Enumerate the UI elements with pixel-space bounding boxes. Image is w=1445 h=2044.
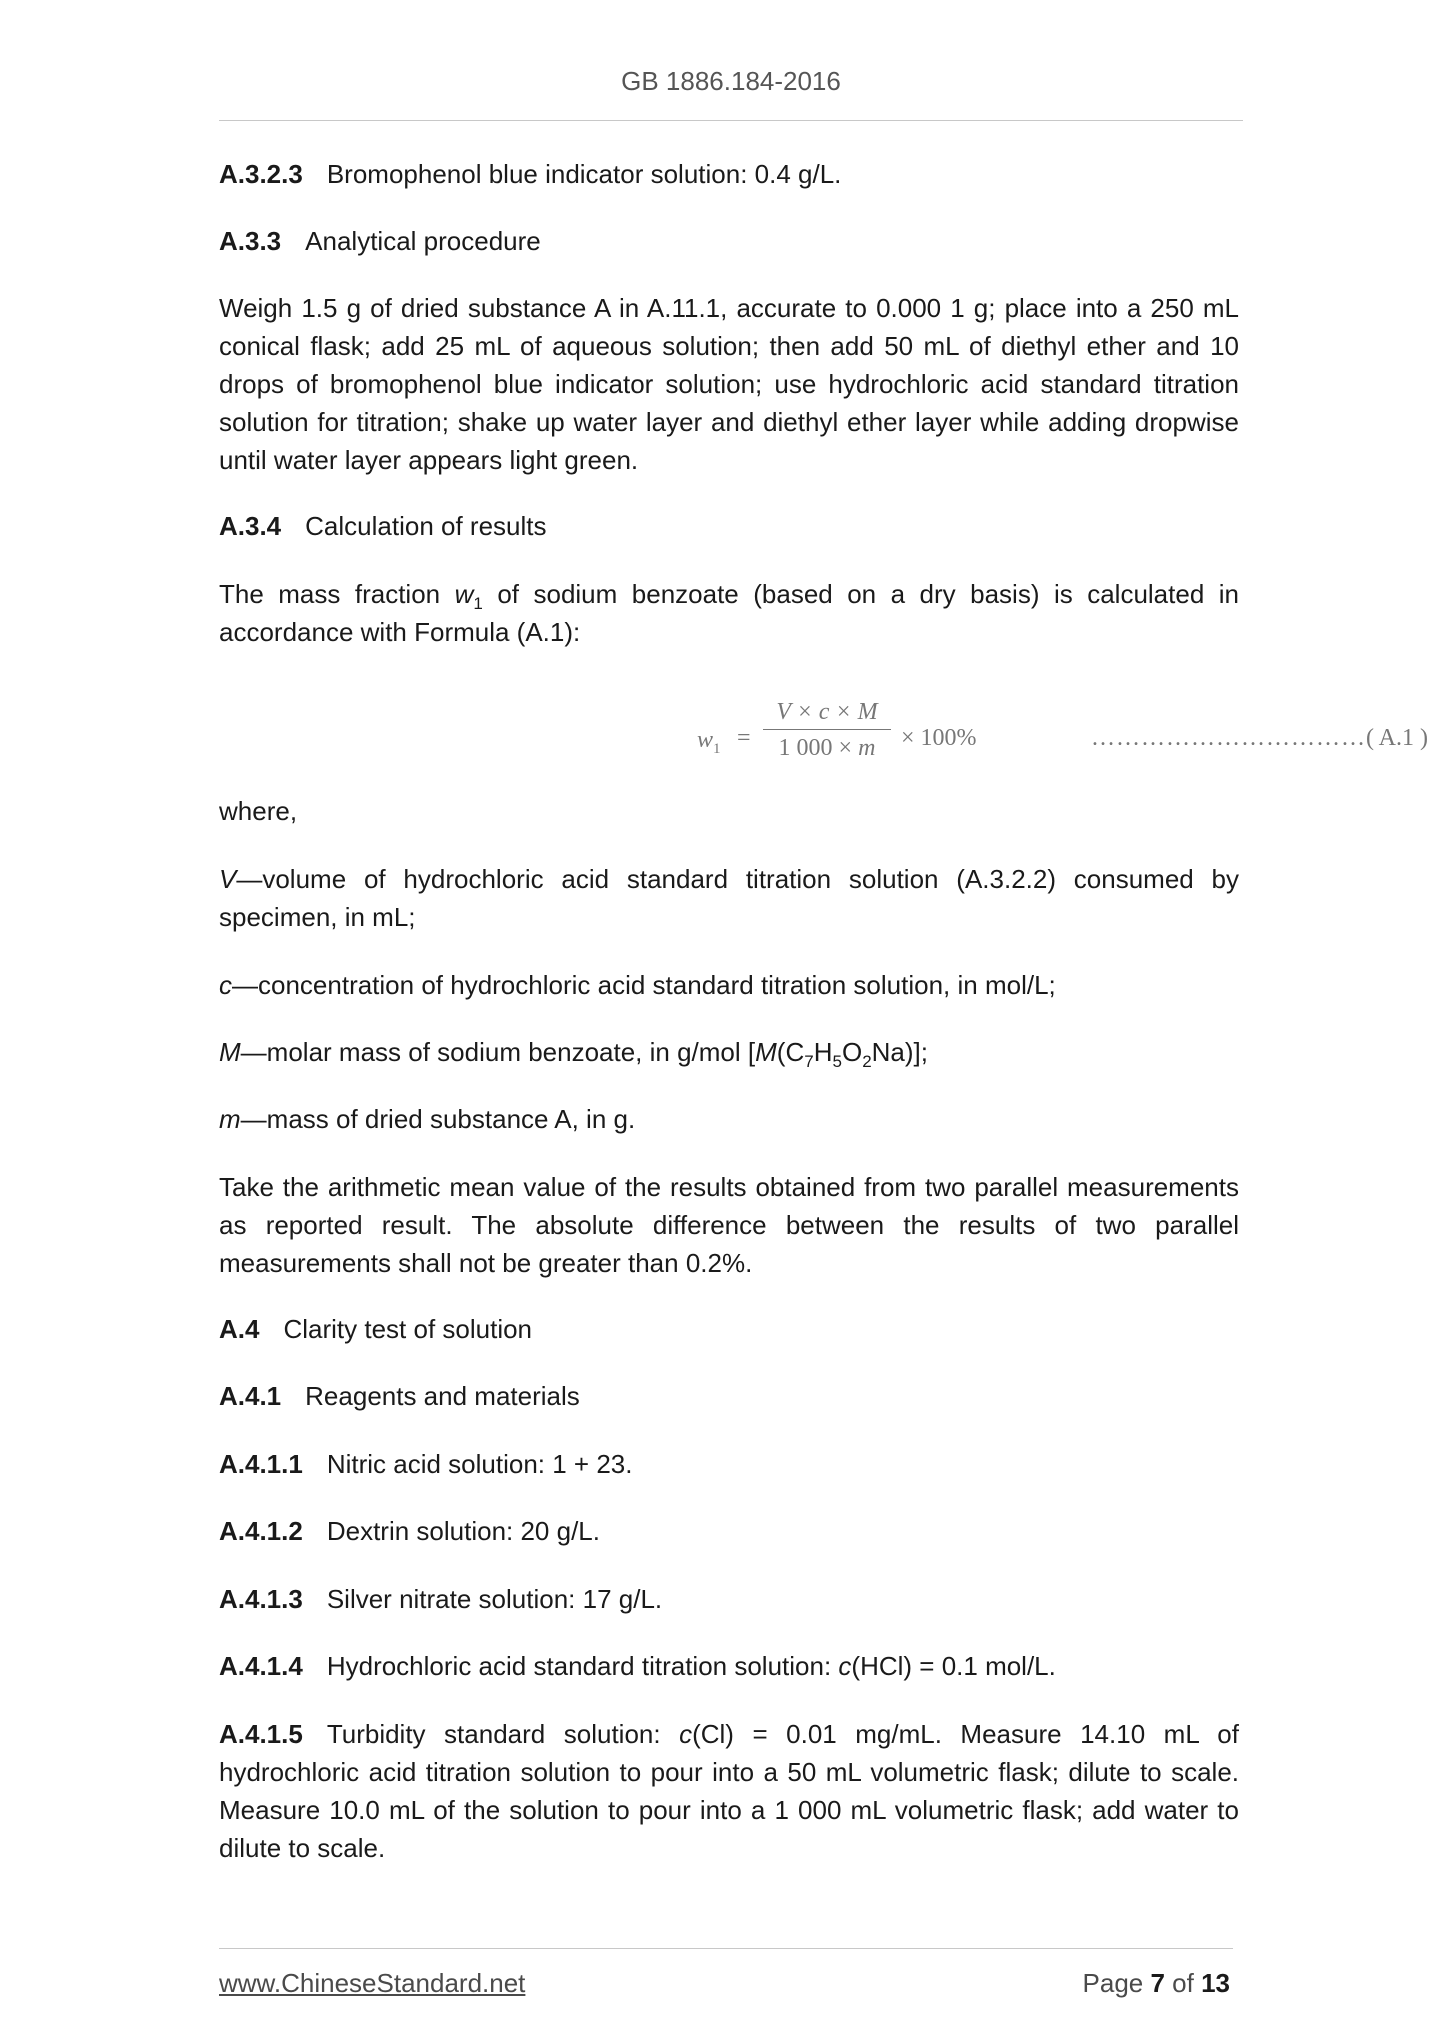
clause-a4-1 — [219, 1377, 1239, 1415]
variable-w: w — [697, 727, 714, 753]
clause-number: A.3.3 — [219, 226, 282, 256]
formula-lhs — [697, 721, 721, 759]
clause-number: A.4 — [219, 1314, 260, 1344]
clause-text: Dextrin solution: 20 g/L. — [326, 1516, 600, 1546]
percent-factor: × 100% — [901, 725, 977, 751]
clause-a4-1-3 — [219, 1580, 1239, 1618]
clause-number: A.4.1.2 — [219, 1516, 303, 1546]
clause-text: Silver nitrate solution: 17 g/L. — [326, 1584, 663, 1614]
clause-a3-4 — [219, 507, 1239, 545]
subscript: 7 — [804, 1052, 814, 1072]
clause-a3-2-3 — [219, 155, 1239, 193]
clause-number: A.4.1.4 — [219, 1651, 303, 1681]
formula-label — [1091, 719, 1428, 757]
fraction — [763, 695, 891, 764]
formula-part: Na)]; — [871, 1037, 928, 1067]
formula-number: ( A.1 ) — [1366, 725, 1428, 751]
variable-M: M — [755, 1037, 777, 1067]
definition-v — [219, 860, 1239, 936]
variable-M: M — [219, 1037, 241, 1067]
variable-w: w — [454, 579, 474, 609]
clause-title: Reagents and materials — [305, 1381, 580, 1411]
variable-c: c — [219, 970, 232, 1000]
subscript: 5 — [832, 1052, 842, 1072]
page-total: 13 — [1201, 1968, 1230, 1998]
clause-title: Analytical procedure — [305, 226, 541, 256]
clause-text: Turbidity standard solution: — [326, 1719, 680, 1749]
footer-divider — [219, 1948, 1233, 1949]
page-number: 7 — [1150, 1968, 1165, 1998]
clause-text: Bromophenol blue indicator solution: 0.4 g/L. — [326, 159, 842, 189]
definition-text: —concentration of hydrochloric acid standard titration solution, in mol/L; — [232, 970, 1056, 1000]
definition-text: —volume of hydrochloric acid standard titration solution (A.3.2.2) consumed by specimen, in mL; — [219, 864, 1239, 932]
clause-a4-1-5 — [219, 1715, 1239, 1867]
page-separator: of — [1164, 1968, 1202, 1998]
procedure-paragraph: Weigh 1.5 g of dried substance A in A.11.1, accurate to 0.000 1 g; place into a 250 mL conical flask; add 25 mL of aqueous solution; then add 50 mL of diethyl ether and 10 drops of bromophenol blue indicator solution; use hydrochloric acid standard titration solution for titration; shake up water layer and diethyl ether layer while adding dropwise until water layer appears light green. — [219, 293, 1239, 475]
clause-number: A.4.1 — [219, 1381, 282, 1411]
clause-number: A.4.1.5 — [219, 1719, 303, 1749]
definition-m — [219, 1100, 1239, 1138]
clause-text: (HCl) = 0.1 mol/L. — [851, 1651, 1056, 1681]
numerator: V × c × M — [776, 699, 878, 725]
clause-number: A.3.4 — [219, 511, 282, 541]
clause-a4-1-2 — [219, 1512, 1239, 1550]
subscript: 2 — [862, 1052, 872, 1072]
formula-part: H — [813, 1037, 833, 1067]
website-link[interactable]: www.ChineseStandard.net — [219, 1968, 526, 1998]
formula-part: O — [841, 1037, 863, 1067]
text-run: of sodium benzoate (based on a dry basis) is calculated in accordance with Formula (A.1): — [219, 579, 1239, 647]
document-header: GB 1886.184-2016 — [621, 66, 841, 96]
subscript: 1 — [713, 740, 721, 757]
clause-a4 — [219, 1310, 1239, 1348]
clause-a4-1-4 — [219, 1647, 1239, 1685]
definition-text: —molar mass of sodium benzoate, in g/mol [ — [240, 1037, 756, 1067]
clause-text: Nitric acid solution: 1 + 23. — [326, 1449, 633, 1479]
formula-a1 — [219, 695, 1428, 775]
variable-c: c — [679, 1719, 693, 1749]
header-divider — [219, 120, 1243, 121]
variable-c: c — [838, 1651, 852, 1681]
mass-fraction-paragraph — [219, 575, 1239, 651]
clause-number: A.4.1.1 — [219, 1449, 303, 1479]
page-indicator — [1083, 1968, 1230, 1999]
clause-number: A.4.1.3 — [219, 1584, 303, 1614]
clause-text: (Cl) = 0.01 mg/mL. Measure 14.10 mL of hydrochloric acid titration solution to pour into a 50 mL volumetric flask; dilute to scale. Measure 10.0 mL of the solution to pour into a 1 000 mL volumetric flask; add water to dilute to scale. — [219, 1719, 1239, 1863]
subscript: 1 — [473, 594, 483, 614]
variable-m: m — [858, 735, 876, 761]
equals-sign: = — [737, 725, 751, 751]
definition-text: —mass of dried substance A, in g. — [240, 1104, 636, 1134]
variable-v: V — [219, 864, 237, 894]
clause-a4-1-1 — [219, 1445, 1239, 1483]
clause-text: Hydrochloric acid standard titration solution: — [326, 1651, 839, 1681]
clause-title: Calculation of results — [305, 511, 547, 541]
text-run: 1 000 × — [778, 735, 859, 761]
formula-part: (C — [776, 1037, 805, 1067]
leader-dots: …………………………… — [1091, 725, 1366, 751]
clause-a3-3 — [219, 222, 1239, 260]
clause-number: A.3.2.3 — [219, 159, 303, 189]
mean-paragraph: Take the arithmetic mean value of the results obtained from two parallel measurements as reported result. The absolute difference between the results of two parallel measurements shall not be greater than 0.2%. — [219, 1172, 1239, 1278]
denominator — [763, 730, 891, 764]
clause-title: Clarity test of solution — [283, 1314, 533, 1344]
definition-M — [219, 1033, 1239, 1071]
where-label: where, — [219, 796, 298, 826]
definition-c — [219, 966, 1239, 1004]
text-run: The mass fraction — [219, 579, 455, 609]
page-prefix: Page — [1082, 1968, 1151, 1998]
variable-m: m — [219, 1104, 241, 1134]
